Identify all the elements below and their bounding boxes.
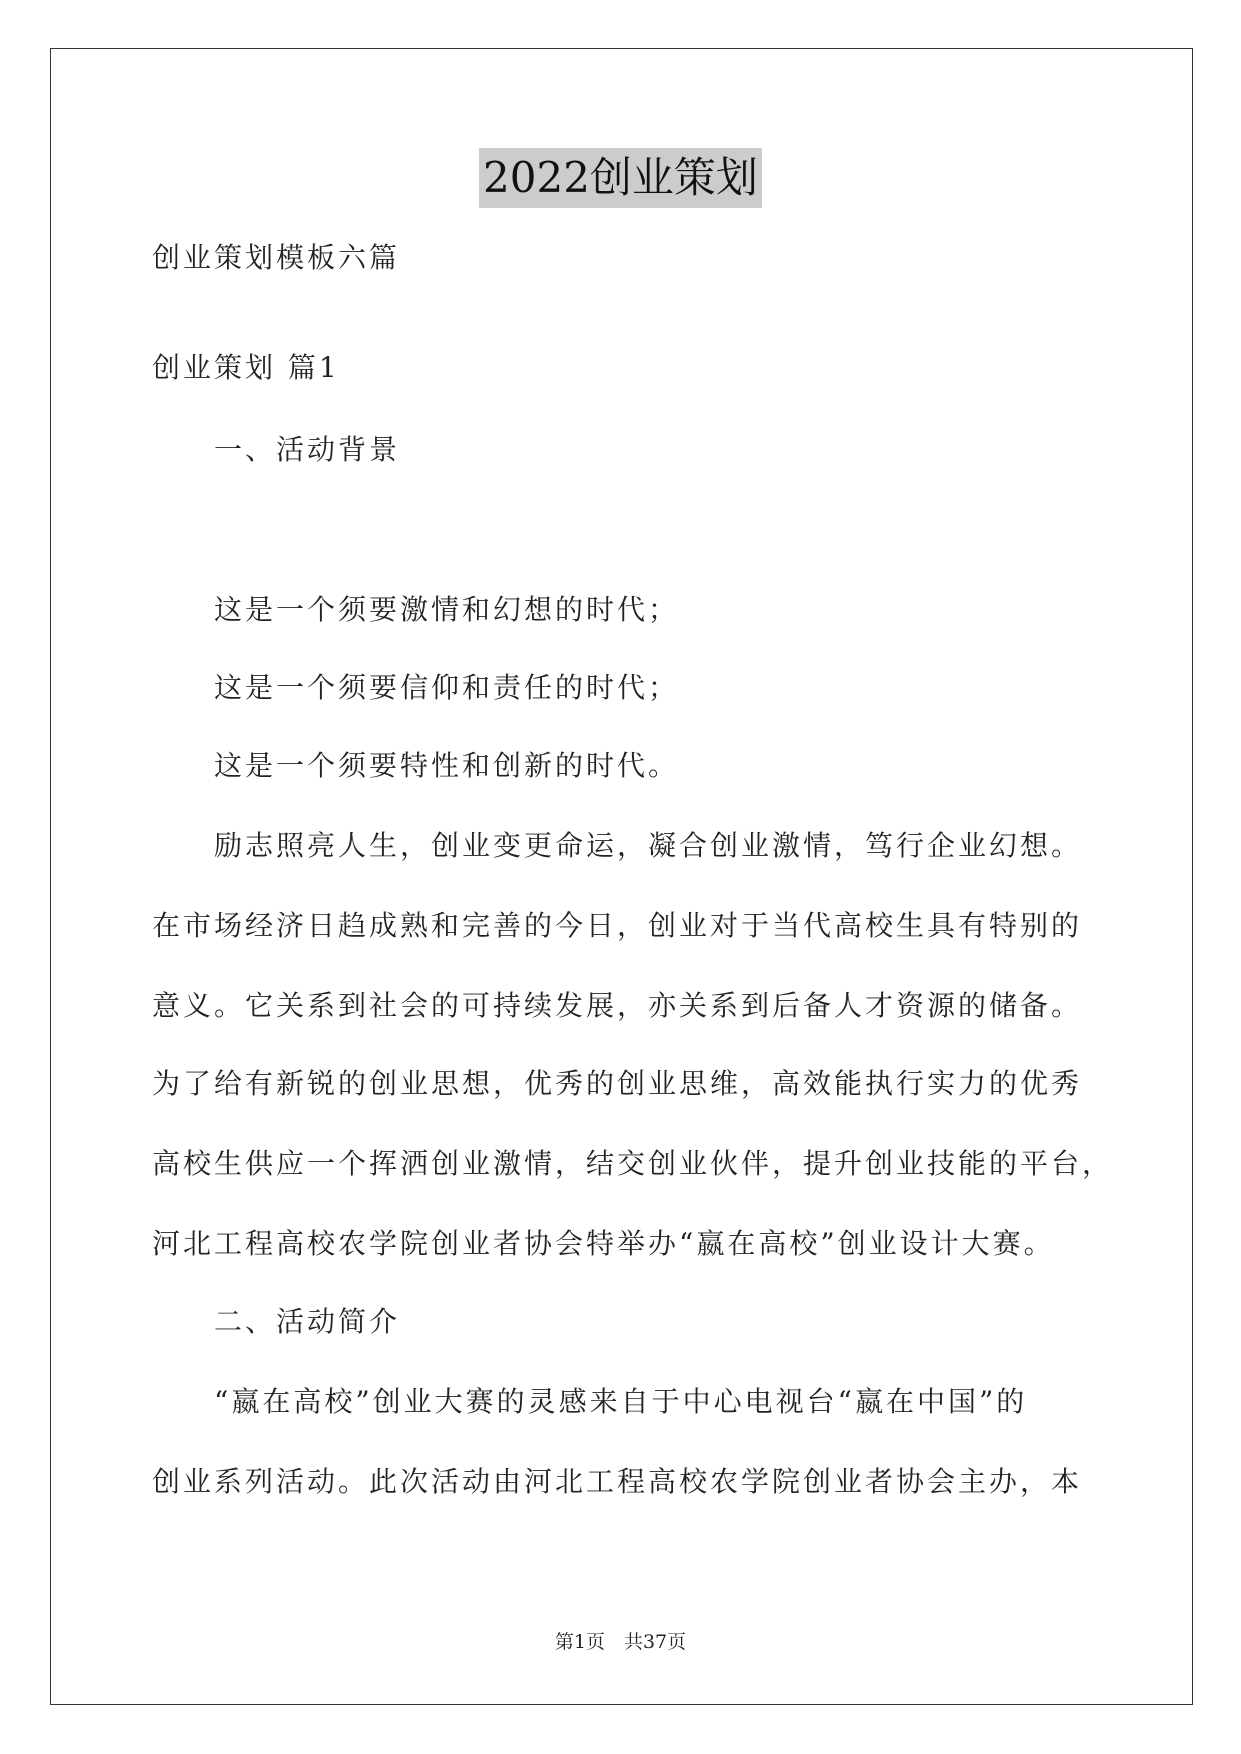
paragraph-line: 为了给有新锐的创业思想，优秀的创业思维，高效能执行实力的优秀: [152, 1067, 1083, 1100]
section-heading-line: 创业策划 篇1: [152, 351, 340, 384]
paragraph-line: 创业系列活动。此次活动由河北工程高校农学院创业者协会主办，本: [152, 1465, 1083, 1498]
paragraph-line: 河北工程高校农学院创业者协会特举办“嬴在高校”创业设计大赛。: [152, 1227, 1055, 1260]
paragraph-line: 这是一个须要信仰和责任的时代；: [214, 671, 680, 704]
document-title: 2022创业策划: [479, 148, 762, 208]
paragraph-line: 高校生供应一个挥洒创业激情，结交创业伙伴，提升创业技能的平台，: [152, 1147, 1114, 1180]
document-title-wrapper: [0, 148, 1241, 208]
paragraph-line: “嬴在高校”创业大赛的灵感来自于中心电视台“嬴在中国”的: [214, 1385, 1028, 1418]
paragraph-line: 意义。它关系到社会的可持续发展，亦关系到后备人才资源的储备。: [152, 989, 1083, 1022]
paragraph-line: 在市场经济日趋成熟和完善的今日，创业对于当代高校生具有特别的: [152, 909, 1083, 942]
page-footer: 第1页 共37页: [554, 1631, 687, 1653]
paragraph-line: 这是一个须要激情和幻想的时代；: [214, 593, 680, 626]
heading-introduction: 二、活动简介: [214, 1305, 401, 1338]
page-border: [50, 48, 1193, 1705]
paragraph-line: 励志照亮人生，创业变更命运，凝合创业激情，笃行企业幻想。: [214, 829, 1083, 862]
subtitle-line: 创业策划模板六篇: [152, 241, 401, 274]
paragraph-line: 这是一个须要特性和创新的时代。: [214, 749, 680, 782]
heading-background: 一、活动背景: [214, 433, 401, 466]
